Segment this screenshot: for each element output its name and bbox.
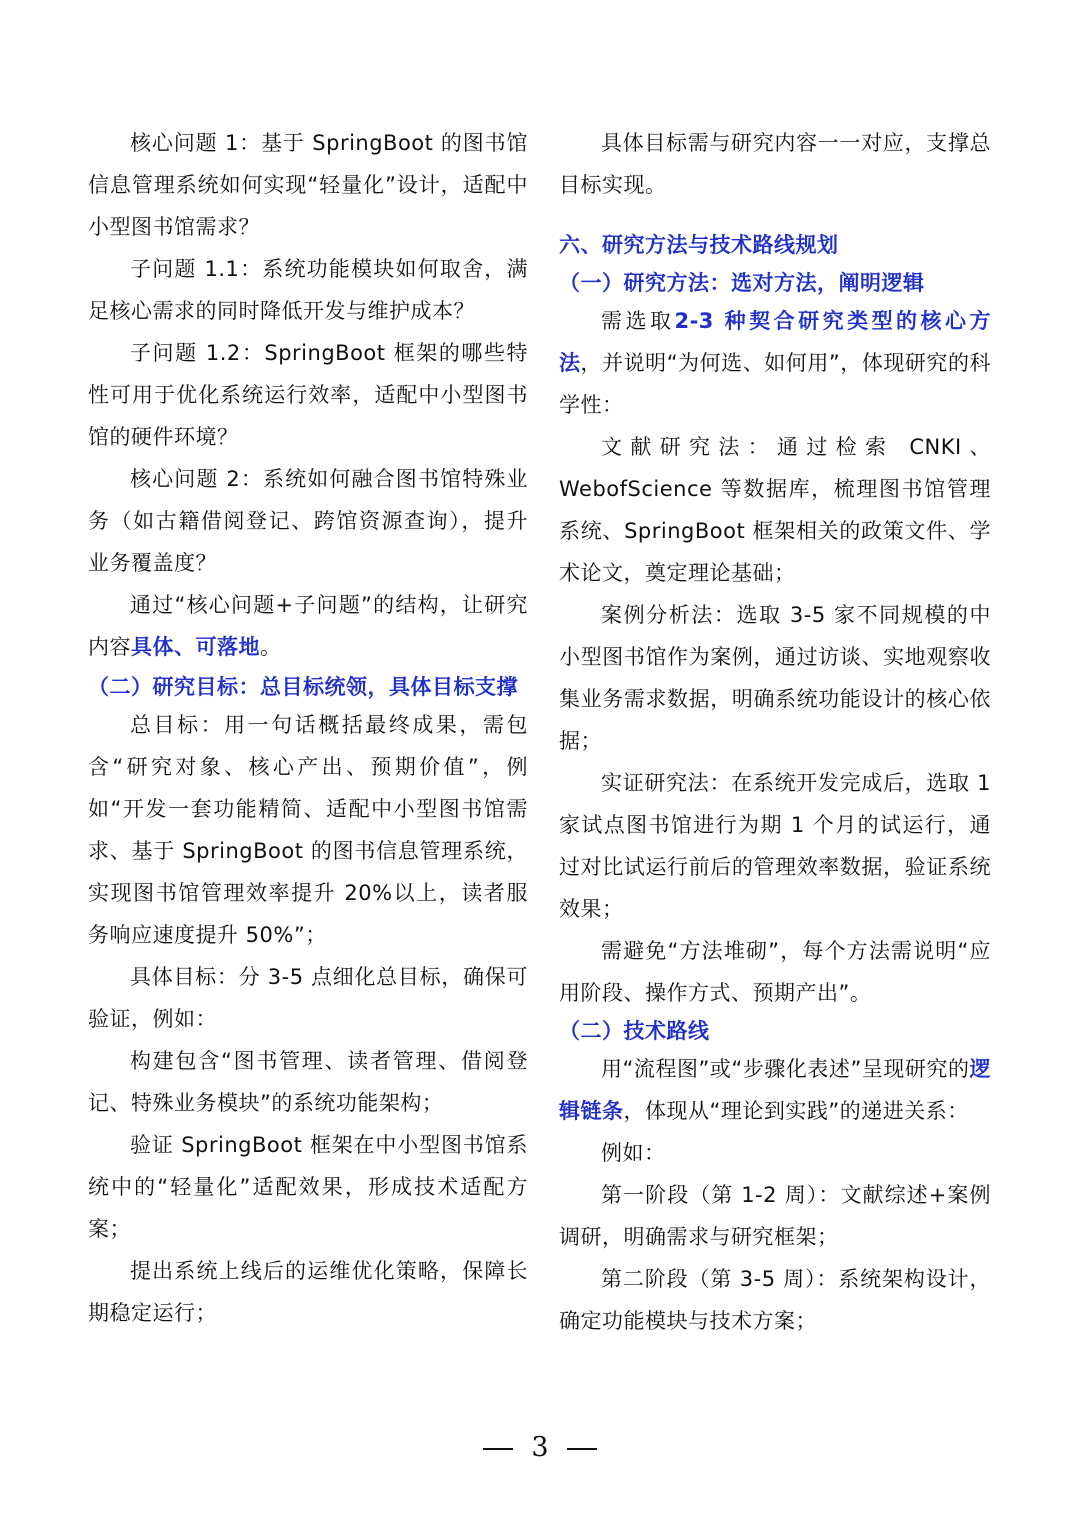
example-label: 例如： xyxy=(601,1141,666,1165)
methods-intro-highlight: 2-3 种契合研究类型的核心方法 xyxy=(559,309,992,375)
sub-question-1-1: 子问题 1.1：系统功能模块如何取舍，满足核心需求的同时降低开发与维护成本？ xyxy=(88,257,528,323)
right-column xyxy=(559,122,991,1342)
core-question-2: 核心问题 2：系统如何融合图书馆特殊业务（如古籍借阅登记、跨馆资源查询），提升业务覆盖度？ xyxy=(88,467,528,575)
goal-architecture: 构建包含“图书管理、读者管理、借阅登记、特殊业务模块”的系统功能架构； xyxy=(88,1049,528,1115)
empirical-method: 实证研究法：在系统开发完成后，选取 1 家试点图书馆进行为期 1 个月的试运行，通过对比试运行前后的管理效率数据，验证系统效果； xyxy=(559,771,991,921)
page-number-right-dash xyxy=(567,1448,597,1450)
structure-summary xyxy=(88,584,528,668)
goal-correspondence: 具体目标需与研究内容一一对应，支撑总目标实现。 xyxy=(559,131,991,197)
goal-verification: 验证 SpringBoot 框架在中小型图书馆系统中的“轻量化”适配效果，形成技术适配方案； xyxy=(88,1133,528,1241)
literature-method: 文献研究法：通过检索 CNKI、WebofScience 等数据库，梳理图书馆管理系统、SpringBoot 框架相关的政策文件、学术论文，奠定理论基础； xyxy=(559,435,991,585)
route-intro xyxy=(559,1048,991,1132)
route-intro-text: 用“流程图”或“步骤化表述”呈现研究的 xyxy=(601,1057,970,1081)
structure-summary-highlight: 具体、可落地 xyxy=(131,635,260,659)
sub-question-1-2: 子问题 1.2：SpringBoot 框架的哪些特性可用于优化系统运行效率，适配中小型图书馆的硬件环境？ xyxy=(88,341,528,449)
method-caution: 需避免“方法堆砌”，每个方法需说明“应用阶段、操作方式、预期产出”。 xyxy=(559,939,991,1005)
methods-intro-text: 需选取 xyxy=(601,309,675,333)
structure-summary-end: 。 xyxy=(260,635,282,659)
phase-two: 第二阶段（第 3-5 周）：系统架构设计，确定功能模块与技术方案； xyxy=(559,1267,991,1333)
structure-summary-text: 通过“核心问题+子问题”的结构，让研究内容 xyxy=(88,593,528,659)
section-six-heading: 六、研究方法与技术路线规划 xyxy=(559,233,839,257)
research-goals-heading: （二）研究目标：总目标统领，具体目标支撑 xyxy=(88,675,518,699)
route-intro-highlight: 逻辑链条 xyxy=(559,1057,991,1123)
research-methods-heading: （一）研究方法：选对方法，阐明逻辑 xyxy=(559,271,925,295)
page-number-value: 3 xyxy=(531,1432,549,1463)
phase-one: 第一阶段（第 1-2 周）：文献综述+案例调研，明确需求与研究框架； xyxy=(559,1183,991,1249)
goal-maintenance: 提出系统上线后的运维优化策略，保障长期稳定运行； xyxy=(88,1259,528,1325)
methods-intro xyxy=(559,300,991,426)
overall-goal: 总目标：用一句话概括最终成果，需包含“研究对象、核心产出、预期价值”，例如“开发一套功能精简、适配中小型图书馆需求、基于 SpringBoot 的图书信息管理系统，实现图书馆管理效率提升 20%以上，读者服务响应速度提升 50%”； xyxy=(88,713,528,947)
case-analysis-method: 案例分析法：选取 3-5 家不同规模的中小型图书馆作为案例，通过访谈、实地观察收集业务需求数据，明确系统功能设计的核心依据； xyxy=(559,603,991,753)
specific-goals: 具体目标：分 3-5 点细化总目标，确保可验证，例如： xyxy=(88,965,528,1031)
technical-route-heading: （二）技术路线 xyxy=(559,1019,710,1043)
left-column xyxy=(88,122,528,1334)
page-number xyxy=(0,1432,1080,1463)
route-intro-end: ，体现从“理论到实践”的递进关系： xyxy=(623,1099,969,1123)
page-number-left-dash xyxy=(483,1448,513,1450)
core-question-1: 核心问题 1：基于 SpringBoot 的图书馆信息管理系统如何实现“轻量化”设计，适配中小型图书馆需求？ xyxy=(88,131,528,239)
methods-intro-end: ，并说明“为何选、如何用”，体现研究的科学性： xyxy=(559,351,992,417)
